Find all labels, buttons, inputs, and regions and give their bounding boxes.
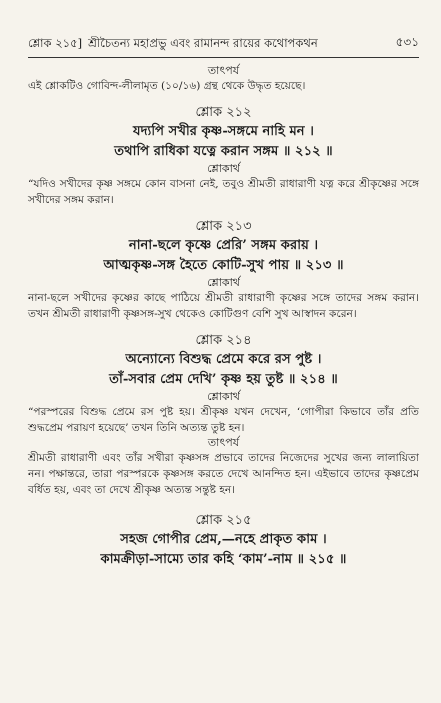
verse-line: নানা-ছলে কৃষ্ণে প্রেরি’ সঙ্গম করায় । xyxy=(128,238,319,253)
translation-text: “যদিও সখীদের কৃষ্ণ সঙ্গমে কোন বাসনা নেই, তবুও শ্রীমতী রাধারাণী যত্ন করে শ্রীকৃষ্ণের সঙ্গে সখীদের সঙ্গম করান। xyxy=(28,178,419,206)
verse-line: সহজ গোপীর প্রেম,—নহে প্রাকৃত কাম । xyxy=(120,532,327,547)
verse-text xyxy=(28,122,419,162)
verse-line: কামক্রীড়া-সাম্যে তার কহি ‘কাম’-নাম ॥ ২১৫ ॥ xyxy=(100,552,347,567)
verse-text xyxy=(28,350,419,390)
verse-line: তথাপি রাধিকা যত্নে করান সঙ্গম ॥ ২১২ ॥ xyxy=(114,144,333,159)
chapter-title: শ্রীচৈতন্য মহাপ্রভু এবং রামানন্দ রায়ের কথোপকথন xyxy=(88,36,318,50)
purport-text: এই শ্লোকটিও গোবিন্দ-লীলামৃত (১০/১৬) গ্রন্থ থেকে উদ্ধৃত হয়েছে। xyxy=(28,80,306,92)
verse-line: অন্যোন্যে বিশুদ্ধ প্রেমে করে রস পুষ্ট । xyxy=(125,352,322,367)
translation-label: শ্লোকার্থ xyxy=(207,390,240,403)
translation-text: নানা-ছলে সখীদের কৃষ্ণের কাছে পাঠিয়ে শ্রীমতী রাধারাণী কৃষ্ণের সঙ্গে তাদের সঙ্গম করান। তখন শ্রীমতী রাধারাণী কৃষ্ণসঙ্গ-সুখ থেকেও কোটিগুণ বেশি সুখ আস্বাদন করেন। xyxy=(28,292,419,320)
verse-line: আত্মকৃষ্ণ-সঙ্গ হৈতে কোটি-সুখ পায় ॥ ২১৩ ॥ xyxy=(103,258,344,273)
page-number: ৫৩১ xyxy=(395,35,419,49)
verse-heading: শ্লোক ২১৫ xyxy=(195,513,252,528)
translation-label: শ্লোকার্থ xyxy=(207,276,240,289)
verse-line: যদ্যপি সখীর কৃষ্ণ-সঙ্গমে নাহি মন । xyxy=(133,124,314,139)
header-verse-ref: শ্লোক ২১৫] xyxy=(28,36,83,50)
purport-label: তাৎপর্য xyxy=(207,436,240,449)
running-header xyxy=(28,0,419,58)
purport-label: তাৎপর্য xyxy=(207,64,240,77)
verse-line: তাঁ-সবার প্রেম দেখি’ কৃষ্ণ হয় তুষ্ট ॥ ২১৪ ॥ xyxy=(109,372,338,387)
verse-heading: শ্লোক ২১৪ xyxy=(195,333,252,348)
translation-text: “পরস্পরের বিশুদ্ধ প্রেমে রস পুষ্ট হয়। শ্রীকৃষ্ণ যখন দেখেন, ‘গোপীরা কিভাবে তাঁর প্রতি শুদ্ধপ্রেম পরায়ণ হয়েছে’ তখন তিনি অত্যন্ত তুষ্ট হন। xyxy=(28,406,419,434)
header-left xyxy=(28,35,318,54)
purport-text: শ্রীমতী রাধারাণী এবং তাঁর সখীরা কৃষ্ণসঙ্গ প্রভাবে তাদের নিজেদের সুখের জন্য লালায়িতা নন। পক্ষান্তরে, তারা পরস্পরকে কৃষ্ণসঙ্গ করতে দেখে আনন্দিত হন। এইভাবে তাদের কৃষ্ণপ্রেম বর্ধিত হয়, এবং তা দেখে শ্রীকৃষ্ণ অত্যন্ত সন্তুষ্ট হন। xyxy=(28,452,419,496)
verse-text xyxy=(28,236,419,276)
verse-text xyxy=(28,530,419,570)
verse-heading: শ্লোক ২১২ xyxy=(195,105,252,120)
verse-heading: শ্লোক ২১৩ xyxy=(195,219,252,234)
translation-label: শ্লোকার্থ xyxy=(207,162,240,175)
